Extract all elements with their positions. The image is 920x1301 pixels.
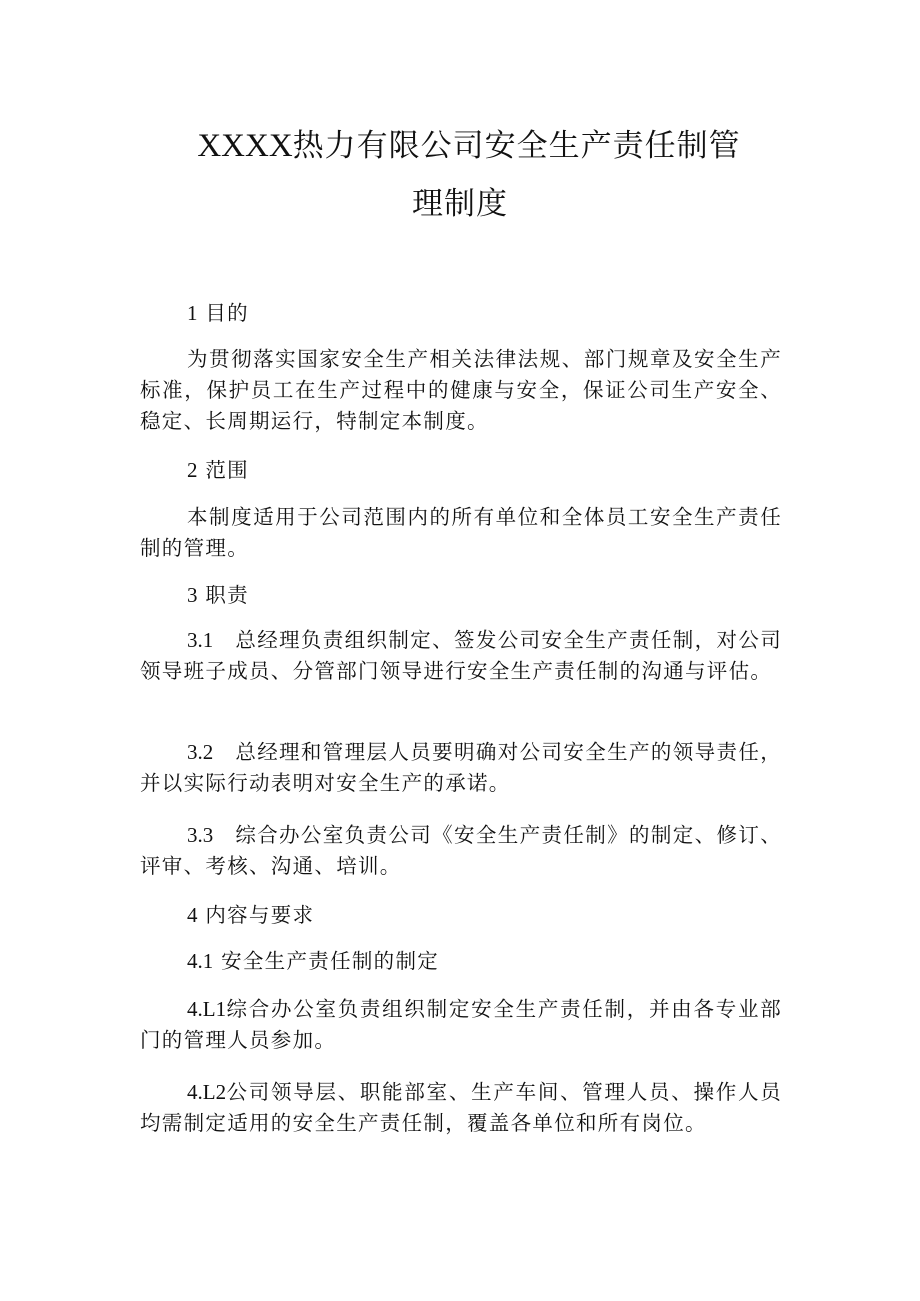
- section-number: 3: [187, 583, 198, 607]
- section-number: 1: [187, 301, 198, 325]
- clause-3-1: [140, 625, 782, 687]
- clause-4-1: [187, 946, 439, 977]
- clause-text: 总经理负责组织制定、签发公司安全生产责任制，对公司领导班子成员、分管部门领导进行安全生产责任制的沟通与评估。: [140, 628, 782, 683]
- section-1-paragraph: 为贯彻落实国家安全生产相关法律法规、部门规章及安全生产标准，保护员工在生产过程中的健康与安全，保证公司生产安全、稳定、长周期运行，特制定本制度。: [140, 347, 782, 433]
- clause-3-3: [140, 820, 782, 882]
- section-heading-text: 目的: [205, 301, 249, 325]
- clause-number: 4.1: [187, 949, 214, 973]
- section-1-heading: [187, 298, 249, 329]
- document-title-line-1: [0, 120, 920, 165]
- clause-3-2: [140, 737, 782, 799]
- clause-text: 综合办公室负责组织制定安全生产责任制，并由各专业部门的管理人员参加。: [140, 997, 782, 1052]
- clause-number: 4.L2: [187, 1080, 227, 1104]
- section-heading-text: 内容与要求: [205, 903, 315, 927]
- section-3-heading: [187, 580, 249, 611]
- clause-4-1-1: [140, 994, 782, 1056]
- clause-4-1-2: [140, 1077, 782, 1139]
- clause-text: 安全生产责任制的制定: [221, 949, 440, 973]
- clause-number: 3.3: [187, 823, 214, 847]
- section-2-paragraph: 本制度适用于公司范围内的所有单位和全体员工安全生产责任制的管理。: [140, 505, 782, 560]
- section-number: 2: [187, 458, 198, 482]
- section-heading-text: 职责: [205, 583, 249, 607]
- title-text: 热力有限公司安全生产责任制管: [292, 128, 741, 164]
- clause-text: 总经理和管理层人员要明确对公司安全生产的领导责任，并以实际行动表明对安全生产的承诺。: [140, 740, 782, 795]
- section-number: 4: [187, 903, 198, 927]
- clause-text: 综合办公室负责公司《安全生产责任制》的制定、修订、评审、考核、沟通、培训。: [140, 823, 782, 878]
- clause-number: 4.L1: [187, 997, 227, 1021]
- clause-number: 3.1: [187, 628, 214, 652]
- document-title-line-2: 理制度: [412, 186, 508, 222]
- section-2-heading: [187, 455, 249, 486]
- section-heading-text: 范围: [205, 458, 249, 482]
- clause-number: 3.2: [187, 740, 214, 764]
- section-4-heading: [187, 900, 314, 931]
- title-company-placeholder: XXXX: [197, 128, 293, 164]
- clause-text: 公司领导层、职能部室、生产车间、管理人员、操作人员均需制定适用的安全生产责任制，覆盖各单位和所有岗位。: [140, 1080, 782, 1135]
